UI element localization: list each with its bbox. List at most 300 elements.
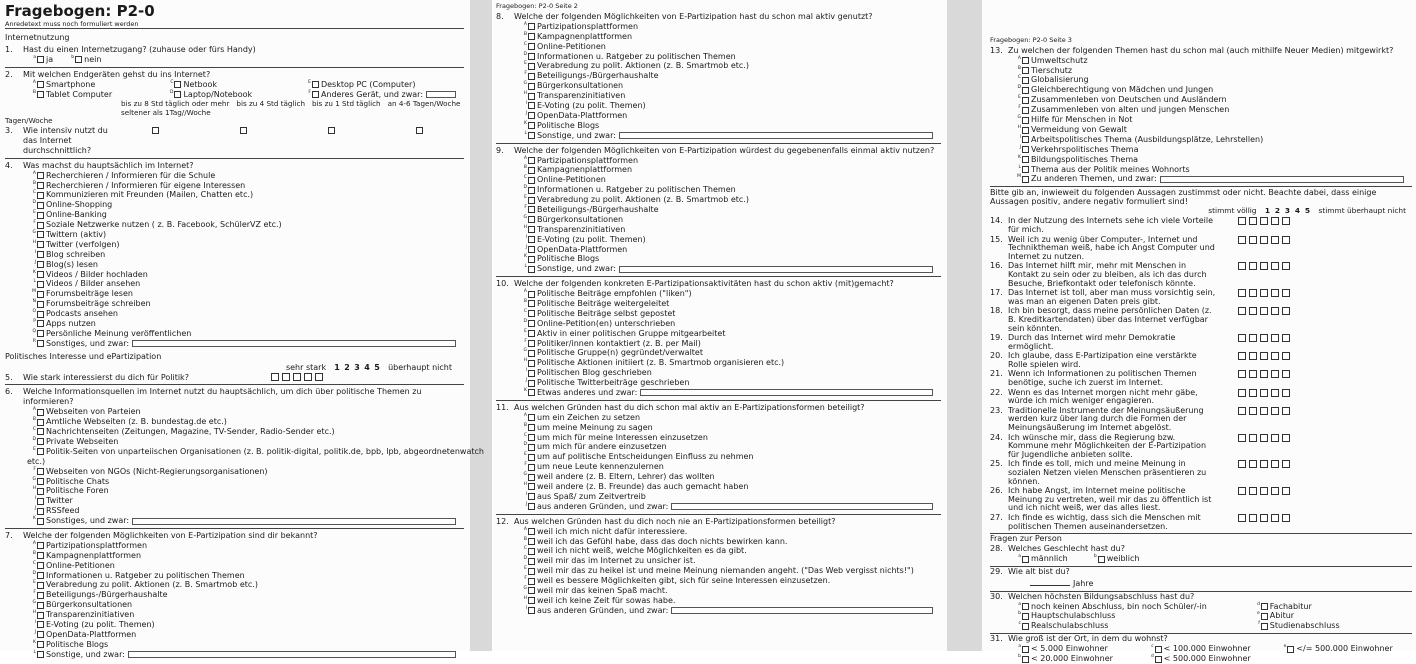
- option[interactable]: L Sonstige, und zwar:: [29, 650, 464, 660]
- checkbox[interactable]: [528, 310, 535, 317]
- option[interactable]: B Tierschutz: [1017, 65, 1073, 75]
- option[interactable]: E Verabredung zu polit. Aktionen (z. B. Smartmob etc.): [33, 580, 258, 590]
- option[interactable]: C Online-Petitionen: [523, 41, 606, 51]
- rating-checkbox[interactable]: [1249, 262, 1257, 270]
- option[interactable]: c Realschulabschluss: [1018, 621, 1109, 631]
- checkbox[interactable]: [1022, 623, 1029, 630]
- option[interactable]: H Politische Foren: [32, 486, 109, 496]
- checkbox[interactable]: [37, 419, 44, 426]
- checkbox[interactable]: [528, 380, 535, 387]
- option[interactable]: C um mich für meine Interessen einzusetzen: [523, 432, 708, 442]
- rating-checkbox[interactable]: [1249, 307, 1257, 315]
- checkbox[interactable]: [1022, 613, 1029, 620]
- rating-checkbox[interactable]: [1249, 334, 1257, 342]
- rating-checkbox[interactable]: [1271, 434, 1279, 442]
- rating-checkbox[interactable]: [1238, 460, 1246, 468]
- checkbox[interactable]: [1155, 656, 1162, 663]
- checkbox[interactable]: [1022, 107, 1029, 114]
- option[interactable]: J RSSfeed: [34, 506, 80, 516]
- option[interactable]: O Podcasts ansehen: [32, 309, 118, 319]
- option[interactable]: I Blog schreiben: [34, 249, 106, 259]
- checkbox[interactable]: [37, 508, 44, 515]
- option[interactable]: J Politische Twitterbeiträge geschrieben: [525, 378, 690, 388]
- checkbox[interactable]: [271, 373, 279, 381]
- other-device-input[interactable]: [426, 91, 456, 98]
- option[interactable]: F Zusammenleben von alten und jungen Menschen: [1018, 105, 1230, 115]
- option[interactable]: D Private Webseiten: [32, 436, 119, 446]
- checkbox[interactable]: [528, 464, 535, 471]
- rating-checkbox[interactable]: [1271, 514, 1279, 522]
- option[interactable]: A Smartphone: [32, 79, 96, 89]
- checkbox[interactable]: [528, 474, 535, 481]
- checkbox[interactable]: [528, 503, 535, 510]
- rating-checkbox[interactable]: [1260, 352, 1268, 360]
- rating-checkbox[interactable]: [1238, 434, 1246, 442]
- rating-checkbox[interactable]: [1271, 389, 1279, 397]
- option[interactable]: H Vermeidung von Gewalt: [1017, 124, 1127, 134]
- rating-checkbox[interactable]: [1260, 307, 1268, 315]
- option[interactable]: D Informationen u. Ratgeber zu politischen Themen: [523, 51, 736, 61]
- checkbox[interactable]: [1022, 146, 1029, 153]
- rating-checkbox[interactable]: [1249, 460, 1257, 468]
- checkbox[interactable]: [528, 607, 535, 614]
- checkbox[interactable]: [528, 389, 535, 396]
- checkbox[interactable]: [528, 226, 535, 233]
- checkbox[interactable]: [37, 261, 44, 268]
- checkbox[interactable]: [528, 528, 535, 535]
- option[interactable]: B Kampagnenplattformen: [523, 31, 633, 41]
- checkbox[interactable]: [528, 167, 535, 174]
- rating-checkbox[interactable]: [1249, 487, 1257, 495]
- option[interactable]: G Bürgerkonsultationen: [523, 214, 624, 224]
- checkbox[interactable]: [1022, 57, 1029, 64]
- checkbox[interactable]: [37, 621, 44, 628]
- checkbox[interactable]: [37, 241, 44, 248]
- rating-checkbox[interactable]: [1238, 289, 1246, 297]
- checkbox[interactable]: [37, 641, 44, 648]
- option[interactable]: F um neue Leute kennenzulernen: [524, 462, 664, 472]
- checkbox[interactable]: [528, 434, 535, 441]
- option[interactable]: G Hilfe für Menschen in Not: [1017, 115, 1133, 125]
- option[interactable]: C weil ich nicht weiß, welche Möglichkeiten es da gibt.: [523, 546, 747, 556]
- option[interactable]: b Hauptschulabschluss: [1018, 611, 1116, 621]
- checkbox[interactable]: [528, 454, 535, 461]
- rating-checkbox[interactable]: [1238, 370, 1246, 378]
- checkbox[interactable]: [1022, 117, 1029, 124]
- checkbox[interactable]: [37, 488, 44, 495]
- option[interactable]: J OpenData-Plattformen: [525, 110, 628, 120]
- checkbox[interactable]: [1261, 613, 1268, 620]
- rating-checkbox[interactable]: [1249, 389, 1257, 397]
- checkbox[interactable]: [528, 548, 535, 555]
- checkbox[interactable]: [37, 222, 44, 229]
- rating-checkbox[interactable]: [1238, 307, 1246, 315]
- checkbox[interactable]: [528, 197, 535, 204]
- option[interactable]: A um ein Zeichen zu setzen: [523, 412, 641, 422]
- checkbox[interactable]: [37, 231, 44, 238]
- checkbox[interactable]: [528, 266, 535, 273]
- checkbox[interactable]: [1022, 646, 1029, 653]
- checkbox[interactable]: [528, 53, 535, 60]
- option[interactable]: a ja: [33, 54, 54, 64]
- checkbox[interactable]: [37, 91, 44, 98]
- rating-checkbox[interactable]: [1238, 389, 1246, 397]
- rating-checkbox[interactable]: [1260, 289, 1268, 297]
- checkbox[interactable]: [37, 172, 44, 179]
- rating-checkbox[interactable]: [1282, 334, 1290, 342]
- rating-checkbox[interactable]: [1271, 487, 1279, 495]
- checkbox[interactable]: [37, 631, 44, 638]
- rating-checkbox[interactable]: [1271, 407, 1279, 415]
- checkbox[interactable]: [37, 602, 44, 609]
- other-input[interactable]: [1160, 176, 1404, 183]
- checkbox[interactable]: [37, 251, 44, 258]
- checkbox[interactable]: [528, 414, 535, 421]
- rating-checkbox[interactable]: [1249, 352, 1257, 360]
- rating-checkbox[interactable]: [1249, 289, 1257, 297]
- option[interactable]: J OpenData-Plattformen: [34, 629, 137, 639]
- option[interactable]: d Fachabitur: [1256, 601, 1312, 611]
- rating-checkbox[interactable]: [1271, 289, 1279, 297]
- rating-checkbox[interactable]: [1238, 334, 1246, 342]
- checkbox[interactable]: [528, 102, 535, 109]
- option[interactable]: I Politischen Blog geschrieben: [525, 368, 652, 378]
- checkbox[interactable]: [37, 562, 44, 569]
- option[interactable]: A Webseiten von Parteien: [32, 407, 141, 417]
- checkbox[interactable]: [37, 498, 44, 505]
- checkbox[interactable]: [37, 478, 44, 485]
- option[interactable]: E Desktop PC (Computer): [308, 79, 416, 89]
- option[interactable]: e Abitur: [1257, 611, 1295, 621]
- checkbox[interactable]: [1022, 556, 1029, 563]
- option[interactable]: B Politische Beiträge weitergeleitet: [523, 298, 670, 308]
- checkbox[interactable]: [37, 301, 44, 308]
- checkbox[interactable]: [37, 202, 44, 209]
- checkbox[interactable]: [528, 93, 535, 100]
- checkbox[interactable]: [1287, 646, 1294, 653]
- rating-checkbox[interactable]: [1271, 307, 1279, 315]
- checkbox[interactable]: [293, 373, 301, 381]
- checkbox[interactable]: [528, 424, 535, 431]
- option[interactable]: B Tablet Computer: [32, 89, 113, 99]
- checkbox[interactable]: [1022, 603, 1029, 610]
- option[interactable]: L Sonstige, und zwar:: [520, 264, 941, 274]
- checkbox[interactable]: [528, 538, 535, 545]
- option[interactable]: I Arbeitspolitisches Thema (Ausbildungsplätze, Lehrstellen): [1019, 134, 1264, 144]
- option[interactable]: b weiblich: [1093, 554, 1140, 564]
- rating-checkbox[interactable]: [1260, 217, 1268, 225]
- rating-checkbox[interactable]: [1249, 236, 1257, 244]
- checkbox[interactable]: [528, 157, 535, 164]
- rating-checkbox[interactable]: [1260, 434, 1268, 442]
- option[interactable]: Q Persönliche Meinung veröffentlichen: [32, 328, 192, 338]
- rating-checkbox[interactable]: [1249, 514, 1257, 522]
- rating-checkbox[interactable]: [1260, 334, 1268, 342]
- option[interactable]: G Twittern (aktiv): [32, 229, 107, 239]
- option[interactable]: F Politiker/innen kontaktiert (z. B. per Mail): [524, 338, 701, 348]
- checkbox[interactable]: [174, 91, 181, 98]
- rating-checkbox[interactable]: [1260, 262, 1268, 270]
- option[interactable]: E Politik-Seiten von unparteiischen Organisationen (z. B. politik-digital, politik.de, bpb, lpb, abgeordnetenwatch: [33, 446, 484, 456]
- checkbox[interactable]: [37, 448, 44, 455]
- checkbox[interactable]: [37, 592, 44, 599]
- checkbox[interactable]: [37, 612, 44, 619]
- option[interactable]: D Informationen u. Ratgeber zu politischen Themen: [32, 570, 245, 580]
- option[interactable]: a < 5.000 Einwohner: [1018, 644, 1108, 654]
- option[interactable]: L Sonstige, und zwar:: [520, 131, 941, 141]
- rating-checkbox[interactable]: [1282, 307, 1290, 315]
- rating-checkbox[interactable]: [1260, 487, 1268, 495]
- option[interactable]: K Politische Blogs: [33, 639, 109, 649]
- rating-checkbox[interactable]: [1260, 407, 1268, 415]
- checkbox[interactable]: [37, 409, 44, 416]
- checkbox[interactable]: [528, 350, 535, 357]
- rating-checkbox[interactable]: [1260, 460, 1268, 468]
- checkbox[interactable]: [304, 373, 312, 381]
- rating-checkbox[interactable]: [1238, 514, 1246, 522]
- checkbox[interactable]: [528, 568, 535, 575]
- rating-checkbox[interactable]: [1260, 370, 1268, 378]
- rating-checkbox[interactable]: [1249, 217, 1257, 225]
- other-input[interactable]: [640, 389, 933, 396]
- checkbox[interactable]: [528, 33, 535, 40]
- checkbox[interactable]: [37, 518, 44, 525]
- rating-checkbox[interactable]: [1282, 487, 1290, 495]
- option[interactable]: A Partizipationsplattformen: [523, 155, 639, 165]
- option[interactable]: K Politische Blogs: [524, 254, 600, 264]
- checkbox[interactable]: [528, 578, 535, 585]
- checkbox[interactable]: [37, 320, 44, 327]
- checkbox[interactable]: [37, 438, 44, 445]
- rating-checkbox[interactable]: [1238, 487, 1246, 495]
- option[interactable]: N Forumsbeiträge schreiben: [32, 299, 151, 309]
- option[interactable]: D um mich für andere einzusetzen: [523, 442, 667, 452]
- option[interactable]: D Gleichberechtigung von Mädchen und Jungen: [1017, 85, 1214, 95]
- option[interactable]: c < 100.000 Einwohner: [1151, 644, 1251, 654]
- option[interactable]: C Kommunizieren mit Freunden (Mailen, Chatten etc.): [32, 190, 254, 200]
- option[interactable]: G Bürgerkonsultationen: [32, 600, 133, 610]
- option[interactable]: P Apps nutzen: [33, 318, 96, 328]
- option[interactable]: C Nachrichtenseiten (Zeitungen, Magazine, TV-Sender, Radio-Sender etc.): [32, 427, 335, 437]
- checkbox[interactable]: [1022, 656, 1029, 663]
- checkbox[interactable]: [1022, 97, 1029, 104]
- option[interactable]: F Beteiligungs-/Bürgerhaushalte: [33, 590, 168, 600]
- option[interactable]: b < 20.000 Einwohner: [1018, 654, 1113, 663]
- checkbox[interactable]: [37, 56, 44, 63]
- checkbox[interactable]: [528, 300, 535, 307]
- checkbox[interactable]: [528, 43, 535, 50]
- checkbox[interactable]: [528, 23, 535, 30]
- option[interactable]: I E-Voting (zu polit. Themen): [525, 234, 646, 244]
- option[interactable]: C Online-Petitionen: [32, 560, 115, 570]
- checkbox[interactable]: [37, 271, 44, 278]
- checkbox[interactable]: [240, 127, 247, 134]
- option[interactable]: G weil mir das keinen Spaß macht.: [523, 585, 668, 595]
- option[interactable]: D weil mir das im Internet zu unsicher ist.: [523, 556, 696, 566]
- checkbox[interactable]: [528, 483, 535, 490]
- option[interactable]: M Zu anderen Themen, und zwar:: [1014, 175, 1412, 185]
- option[interactable]: F Beteiligungs-/Bürgerhaushalte: [524, 71, 659, 81]
- option[interactable]: F Soziale Netzwerke nutzen ( z. B. Facebook, SchülerVZ etc.): [33, 220, 282, 230]
- option[interactable]: A Recherchieren / Informieren für die Schule: [32, 170, 216, 180]
- option[interactable]: E Verabredung zu polit. Aktionen (z. B. Smartmob etc.): [524, 195, 749, 205]
- rating-checkbox[interactable]: [1238, 236, 1246, 244]
- checkbox[interactable]: [1022, 67, 1029, 74]
- checkbox[interactable]: [1022, 87, 1029, 94]
- rating-checkbox[interactable]: [1282, 434, 1290, 442]
- checkbox[interactable]: [37, 182, 44, 189]
- checkbox[interactable]: [37, 552, 44, 559]
- checkbox[interactable]: [528, 370, 535, 377]
- checkbox[interactable]: [37, 542, 44, 549]
- rating-checkbox[interactable]: [1282, 514, 1290, 522]
- option[interactable]: I aus anderen Gründen, und zwar:: [520, 606, 941, 616]
- option[interactable]: B um meine Meinung zu sagen: [523, 422, 653, 432]
- rating-checkbox[interactable]: [1238, 217, 1246, 225]
- checkbox[interactable]: [37, 572, 44, 579]
- option[interactable]: H weil andere (z. B. Freunde) das auch gemacht haben: [523, 482, 749, 492]
- option[interactable]: I aus Spaß/ zum Zeitvertreib: [525, 491, 646, 501]
- option[interactable]: K Politische Blogs: [524, 120, 600, 130]
- option[interactable]: I E-Voting (zu polit. Themen): [525, 101, 646, 111]
- checkbox[interactable]: [37, 192, 44, 199]
- other-input[interactable]: [671, 607, 933, 614]
- checkbox[interactable]: [528, 206, 535, 213]
- option[interactable]: H weil ich keine Zeit für sowas habe.: [523, 595, 676, 605]
- checkbox[interactable]: [37, 582, 44, 589]
- checkbox[interactable]: [528, 216, 535, 223]
- other-input[interactable]: [128, 651, 456, 658]
- checkbox[interactable]: [152, 127, 159, 134]
- checkbox[interactable]: [37, 311, 44, 318]
- option[interactable]: B Kampagnenplattformen: [32, 550, 142, 560]
- option[interactable]: D Online-Petition(en) unterschrieben: [523, 318, 676, 328]
- rating-checkbox[interactable]: [1249, 434, 1257, 442]
- option[interactable]: E Online-Banking: [33, 210, 107, 220]
- option[interactable]: G Bürgerkonsultationen: [523, 81, 624, 91]
- option[interactable]: H Transparenzinitiativen: [32, 610, 135, 620]
- rating-checkbox[interactable]: [1249, 407, 1257, 415]
- option[interactable]: G weil andere (z. B. Eltern, Lehrer) das wollten: [523, 472, 715, 482]
- checkbox[interactable]: [528, 493, 535, 500]
- option[interactable]: H Politische Aktionen initiiert (z. B. Smartmob organisieren etc.): [523, 358, 785, 368]
- checkbox[interactable]: [528, 177, 535, 184]
- checkbox[interactable]: [1261, 603, 1268, 610]
- option[interactable]: D Online-Shopping: [32, 200, 113, 210]
- option[interactable]: H Transparenzinitiativen: [523, 91, 626, 101]
- option[interactable]: a noch keinen Abschluss, bin noch Schüler/-in: [1018, 601, 1207, 611]
- checkbox[interactable]: [528, 587, 535, 594]
- checkbox[interactable]: [528, 73, 535, 80]
- option[interactable]: J aus anderen Gründen, und zwar:: [520, 502, 941, 512]
- option[interactable]: A Partizipationsplattformen: [523, 21, 639, 31]
- other-input[interactable]: [132, 518, 456, 525]
- rating-checkbox[interactable]: [1238, 352, 1246, 360]
- option[interactable]: A Politische Beiträge empfohlen ("liken"): [523, 289, 692, 299]
- other-input[interactable]: [132, 340, 456, 347]
- option[interactable]: K Videos / Bilder hochladen: [33, 269, 148, 279]
- checkbox[interactable]: [528, 291, 535, 298]
- option[interactable]: M Forumsbeiträge lesen: [32, 289, 133, 299]
- option[interactable]: B weil ich das Gefühl habe, dass das doch nichts bewirken kann.: [523, 536, 788, 546]
- checkbox[interactable]: [1155, 646, 1162, 653]
- option[interactable]: B Amtliche Webseiten (z. B. bundestag.de etc.): [32, 417, 227, 427]
- option[interactable]: I Twitter: [34, 496, 73, 506]
- checkbox[interactable]: [528, 330, 535, 337]
- option[interactable]: D Laptop/Notebook: [170, 89, 253, 99]
- option[interactable]: F Anderes Gerät, und zwar:: [304, 90, 464, 100]
- rating-checkbox[interactable]: [1238, 407, 1246, 415]
- checkbox[interactable]: [1022, 136, 1029, 143]
- checkbox[interactable]: [1022, 127, 1029, 134]
- rating-checkbox[interactable]: [1260, 389, 1268, 397]
- option[interactable]: I E-Voting (zu polit. Themen): [34, 620, 155, 629]
- option[interactable]: K Etwas anderes und zwar:: [520, 388, 941, 398]
- option[interactable]: E Zusammenleben von Deutschen und Ausländern: [1018, 95, 1227, 105]
- rating-checkbox[interactable]: [1249, 370, 1257, 378]
- checkbox[interactable]: [528, 340, 535, 347]
- checkbox[interactable]: [37, 281, 44, 288]
- checkbox[interactable]: [528, 63, 535, 70]
- checkbox[interactable]: [174, 81, 181, 88]
- rating-checkbox[interactable]: [1282, 262, 1290, 270]
- option[interactable]: G Politische Gruppe(n) gegründet/verwaltet: [523, 348, 703, 358]
- checkbox[interactable]: [528, 122, 535, 129]
- option[interactable]: F weil es bessere Möglichkeiten gibt, sich für seine Interessen einzusetzen.: [524, 576, 831, 586]
- checkbox[interactable]: [1261, 623, 1268, 630]
- checkbox[interactable]: [528, 360, 535, 367]
- option[interactable]: E Verabredung zu polit. Aktionen (z. B. Smartmob etc.): [524, 61, 749, 71]
- option[interactable]: J Verkehrspolitisches Thema: [1019, 144, 1139, 154]
- checkbox[interactable]: [528, 132, 535, 139]
- checkbox[interactable]: [528, 444, 535, 451]
- option[interactable]: A Partizipationsplattformen: [32, 540, 148, 550]
- rating-checkbox[interactable]: [1282, 407, 1290, 415]
- checkbox[interactable]: [37, 81, 44, 88]
- checkbox[interactable]: [75, 56, 82, 63]
- option[interactable]: d < 500.000 Einwohner: [1150, 654, 1251, 663]
- option[interactable]: C Online-Petitionen: [523, 175, 606, 185]
- checkbox[interactable]: [328, 127, 335, 134]
- option[interactable]: G Politische Chats: [32, 476, 110, 486]
- rating-checkbox[interactable]: [1260, 514, 1268, 522]
- rating-checkbox[interactable]: [1282, 352, 1290, 360]
- rating-checkbox[interactable]: [1271, 236, 1279, 244]
- checkbox[interactable]: [37, 428, 44, 435]
- option[interactable]: C Netbook: [170, 79, 218, 89]
- option[interactable]: H Twitter (verfolgen): [32, 239, 120, 249]
- checkbox[interactable]: [528, 83, 535, 90]
- option[interactable]: e </= 500.000 Einwohner: [1283, 644, 1393, 654]
- rating-checkbox[interactable]: [1282, 236, 1290, 244]
- other-input[interactable]: [671, 503, 933, 510]
- checkbox[interactable]: [1098, 556, 1105, 563]
- checkbox[interactable]: [312, 91, 319, 98]
- checkbox[interactable]: [528, 112, 535, 119]
- checkbox[interactable]: [37, 468, 44, 475]
- option[interactable]: R Sonstiges, und zwar:: [29, 339, 464, 349]
- rating-checkbox[interactable]: [1271, 217, 1279, 225]
- option[interactable]: a männlich: [1018, 554, 1068, 564]
- checkbox[interactable]: [528, 558, 535, 565]
- checkbox[interactable]: [37, 651, 44, 658]
- option[interactable]: E um auf politische Entscheidungen Einfluss zu nehmen: [524, 452, 754, 462]
- option[interactable]: D Informationen u. Ratgeber zu politischen Themen: [523, 185, 736, 195]
- option[interactable]: K Sonstiges, und zwar:: [29, 516, 464, 526]
- option[interactable]: L Videos / Bilder ansehen: [33, 279, 141, 289]
- age-input[interactable]: [1030, 577, 1070, 586]
- checkbox[interactable]: [315, 373, 323, 381]
